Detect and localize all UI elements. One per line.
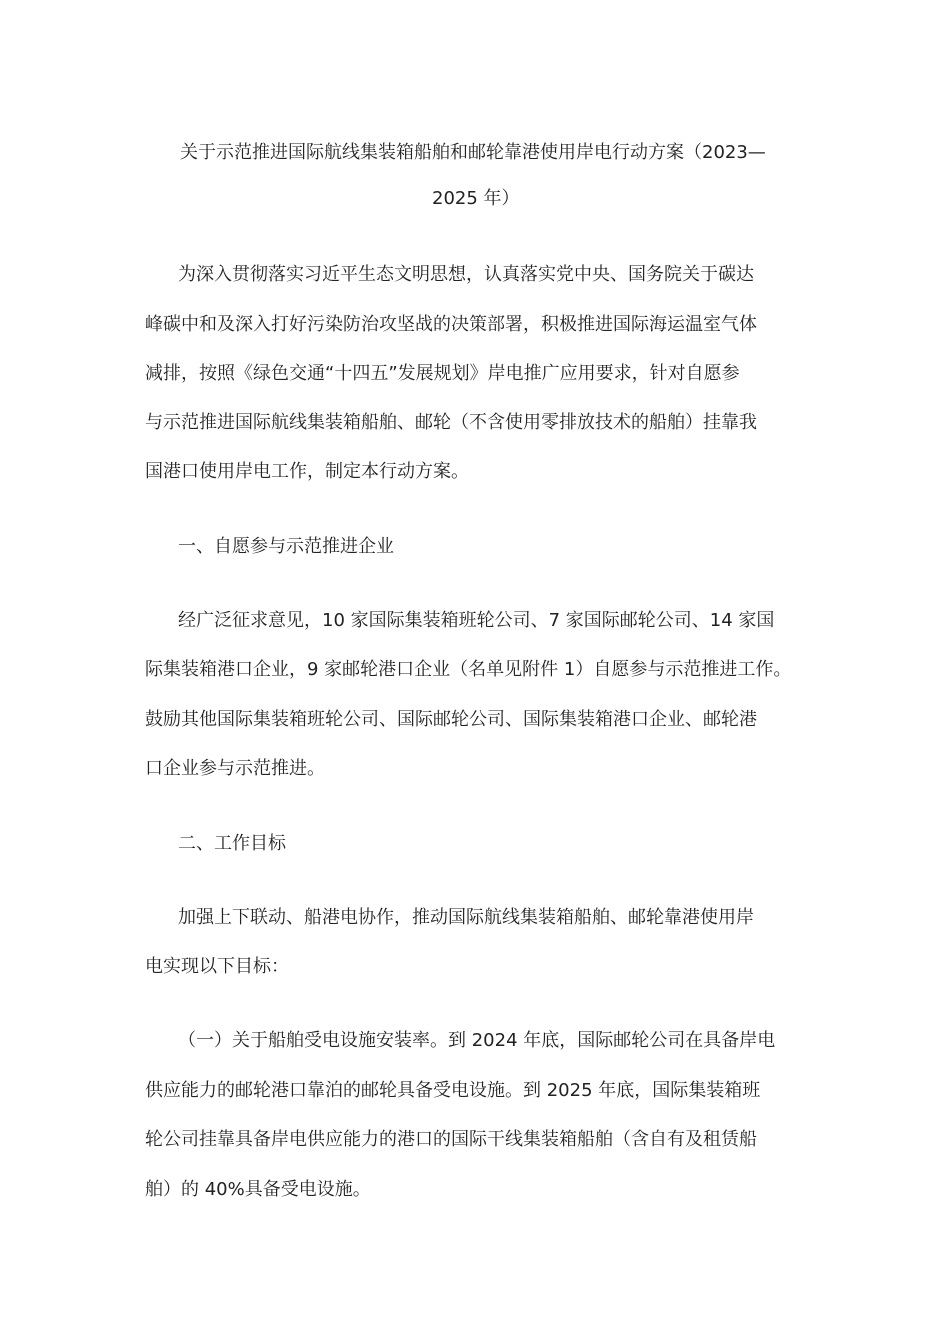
section2-line-2: 电实现以下目标： bbox=[145, 956, 289, 977]
section2-heading: 二、工作目标 bbox=[178, 833, 286, 854]
intro-line-5: 国港口使用岸电工作，制定本行动方案。 bbox=[145, 461, 469, 482]
intro-line-4: 与示范推进国际航线集装箱船舶、邮轮（不含使用零排放技术的船舶）挂靠我 bbox=[145, 412, 757, 433]
document-title-line-2: 2025 年） bbox=[432, 188, 520, 209]
intro-line-3: 减排，按照《绿色交通“十四五”发展规划》岸电推广应用要求，针对自愿参 bbox=[145, 363, 740, 384]
intro-line-1: 为深入贯彻落实习近平生态文明思想，认真落实党中央、国务院关于碳达 bbox=[178, 264, 754, 285]
item1-line-1: （一）关于船舶受电设施安装率。到 2024 年底，国际邮轮公司在具备岸电 bbox=[178, 1030, 776, 1051]
item1-line-2: 供应能力的邮轮港口靠泊的邮轮具备受电设施。到 2025 年底，国际集装箱班 bbox=[145, 1080, 761, 1101]
intro-line-2: 峰碳中和及深入打好污染防治攻坚战的决策部署，积极推进国际海运温室气体 bbox=[145, 314, 757, 335]
item1-line-4: 舶）的 40%具备受电设施。 bbox=[145, 1179, 371, 1200]
section2-line-1: 加强上下联动、船港电协作，推动国际航线集装箱船舶、邮轮靠港使用岸 bbox=[178, 907, 754, 928]
section1-line-4: 口企业参与示范推进。 bbox=[145, 758, 325, 779]
document-title-line-1: 关于示范推进国际航线集装箱船舶和邮轮靠港使用岸电行动方案（2023— bbox=[180, 142, 766, 163]
section1-line-2: 际集装箱港口企业，9 家邮轮港口企业（名单见附件 1）自愿参与示范推进工作。 bbox=[145, 659, 792, 680]
section1-line-3: 鼓励其他国际集装箱班轮公司、国际邮轮公司、国际集装箱港口企业、邮轮港 bbox=[145, 709, 757, 730]
section1-heading: 一、自愿参与示范推进企业 bbox=[178, 536, 394, 557]
section1-line-1: 经广泛征求意见，10 家国际集装箱班轮公司、7 家国际邮轮公司、14 家国 bbox=[178, 610, 775, 631]
item1-line-3: 轮公司挂靠具备岸电供应能力的港口的国际干线集装箱船舶（含自有及租赁船 bbox=[145, 1129, 757, 1150]
